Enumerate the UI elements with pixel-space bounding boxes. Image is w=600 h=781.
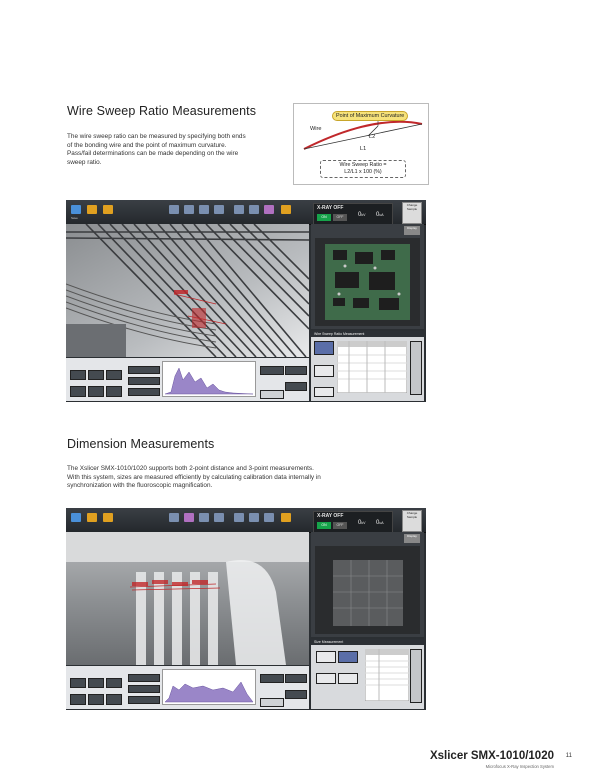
- window-level-control[interactable]: [128, 674, 160, 682]
- tilt-control[interactable]: [106, 370, 122, 380]
- xray-panel: [313, 511, 393, 533]
- toolbar: [66, 200, 426, 225]
- l2-label: L2: [369, 134, 376, 140]
- window-level-control[interactable]: [128, 366, 160, 374]
- tool-label: Save: [71, 216, 78, 220]
- wire-sweep-diagram: [293, 103, 429, 185]
- area-ratio-icon[interactable]: [249, 205, 259, 214]
- brightness-control[interactable]: [106, 386, 122, 397]
- save-icon[interactable]: [71, 205, 81, 214]
- control-panel: [66, 666, 309, 709]
- ua-readout: [376, 520, 384, 526]
- rotation-control[interactable]: [285, 674, 307, 683]
- kv-readout: [358, 212, 365, 218]
- toolbar: [66, 508, 426, 533]
- kv-value: 0: [358, 212, 362, 218]
- grid-icon[interactable]: [234, 205, 244, 214]
- ua-readout: [376, 212, 384, 218]
- screenshot-icon[interactable]: [87, 205, 97, 214]
- section1-body: [67, 133, 287, 167]
- sample-view-panel: [311, 224, 424, 329]
- three-point-button[interactable]: [338, 651, 358, 663]
- thumbnails-icon[interactable]: [103, 205, 113, 214]
- ua-value: 0: [376, 212, 380, 218]
- kv-unit: kV: [361, 213, 366, 217]
- section2-line: The Xslicer SMX-1010/1020 supports both 2-point distance and 3-point measurements.: [67, 465, 314, 472]
- gain-control[interactable]: [88, 678, 104, 688]
- section1-title: Wire Sweep Ratio Measurements: [67, 104, 257, 118]
- display-button[interactable]: Display: [404, 226, 420, 235]
- histogram-graph: [163, 362, 255, 396]
- pcb-photo[interactable]: [315, 238, 420, 326]
- ratio-line: L2/L1 x 100 (%): [344, 169, 382, 175]
- table-scrollbar[interactable]: [410, 649, 422, 703]
- filter-control[interactable]: [70, 370, 86, 380]
- section1-line: The wire sweep ratio can be measured by specifying both ends: [67, 133, 246, 140]
- radius-icon[interactable]: [214, 513, 224, 522]
- wire-sweep-icon[interactable]: [264, 513, 274, 522]
- ua-value: 0: [376, 520, 380, 526]
- height-control[interactable]: [285, 690, 307, 699]
- delete-button[interactable]: [314, 365, 334, 377]
- product-title: Xslicer SMX-1010/1020: [429, 750, 554, 762]
- dimension-screenshot: [66, 508, 426, 710]
- save-icon[interactable]: [71, 513, 81, 522]
- section2-line: With this system, sizes are measured efficiently by calculating calibration data internally in: [67, 473, 321, 481]
- rotation-control[interactable]: [285, 366, 307, 375]
- kv-readout: [358, 520, 365, 526]
- results-table: [337, 341, 407, 393]
- gain-control[interactable]: [88, 370, 104, 380]
- change-sample-button[interactable]: Change Sample: [402, 202, 422, 224]
- xray-on-button[interactable]: ON: [317, 522, 331, 529]
- grid-icon[interactable]: [234, 513, 244, 522]
- frame-avg-control[interactable]: [260, 674, 284, 683]
- kv-unit: kV: [361, 521, 366, 525]
- screenshot-icon[interactable]: [87, 513, 97, 522]
- delete-all-button[interactable]: [338, 673, 358, 684]
- section1-line: of the bonding wire and the point of maximum curvature.: [67, 141, 227, 149]
- table-scrollbar[interactable]: [410, 341, 422, 395]
- sample-photo[interactable]: [315, 546, 420, 634]
- zoom-control[interactable]: [70, 694, 86, 705]
- pmc-badge: Point of Maximum Curvature: [332, 111, 408, 121]
- area-ratio-icon[interactable]: [249, 513, 259, 522]
- size-icon[interactable]: [184, 205, 194, 214]
- measure-button[interactable]: [314, 341, 334, 355]
- section1-line: sweep ratio.: [67, 158, 102, 166]
- wire-sweep-screenshot: [66, 200, 426, 402]
- xray-wire-image[interactable]: [66, 224, 309, 357]
- height-control[interactable]: [285, 382, 307, 391]
- page-number: 11: [565, 753, 572, 759]
- wire-sweep-icon[interactable]: [264, 205, 274, 214]
- window-width-control[interactable]: [128, 685, 160, 693]
- product-subtitle: Microfocus X-Ray Inspection System: [485, 764, 554, 769]
- ratio-formula-box: [320, 160, 406, 178]
- display-button[interactable]: Display: [404, 534, 420, 543]
- gamma-control[interactable]: [128, 388, 160, 396]
- delete-button[interactable]: [316, 673, 336, 684]
- histogram[interactable]: [162, 361, 256, 397]
- xray-status: X-RAY OFF: [317, 205, 344, 211]
- size-icon[interactable]: [184, 513, 194, 522]
- sample-view-panel: [311, 532, 424, 637]
- gamma-control[interactable]: [128, 696, 160, 704]
- ratio-line: Wire Sweep Ratio =: [339, 162, 387, 168]
- control-panel: [66, 358, 309, 401]
- change-sample-button[interactable]: Change Sample: [402, 510, 422, 532]
- histogram-graph: [163, 670, 255, 704]
- two-point-button[interactable]: [316, 651, 336, 663]
- xray-status: X-RAY OFF: [317, 513, 344, 519]
- radius-icon[interactable]: [214, 205, 224, 214]
- tilt-control[interactable]: [106, 678, 122, 688]
- xray-on-button[interactable]: ON: [317, 214, 331, 221]
- measurement-panel: [311, 639, 424, 709]
- measurement-panel-header: Size Measurement: [311, 639, 424, 645]
- angle-icon[interactable]: [169, 513, 179, 522]
- distance-icon[interactable]: [281, 205, 291, 214]
- length-icon[interactable]: [199, 513, 209, 522]
- histogram[interactable]: [162, 669, 256, 705]
- section2-title: Dimension Measurements: [67, 437, 215, 451]
- section1-line: Pass/fail determinations can be made depending on the wire: [67, 150, 239, 158]
- ua-unit: uA: [379, 521, 384, 525]
- measurement-panel: [311, 331, 424, 401]
- frame-avg-control[interactable]: [260, 366, 284, 375]
- xray-off-button[interactable]: OFF: [333, 522, 347, 529]
- angle-icon[interactable]: [169, 205, 179, 214]
- results-table: [365, 649, 409, 701]
- delete-all-button[interactable]: [314, 387, 334, 397]
- wire-label: Wire: [310, 126, 322, 132]
- auto-adjust-button[interactable]: [260, 698, 284, 707]
- l1-label: L1: [360, 146, 367, 152]
- contrast-control[interactable]: [88, 694, 104, 705]
- ua-unit: uA: [379, 213, 384, 217]
- auto-adjust-button[interactable]: [260, 390, 284, 399]
- section2-line: synchronization with the fluoroscopic magnification.: [67, 482, 213, 490]
- brightness-control[interactable]: [106, 694, 122, 705]
- xray-off-button[interactable]: OFF: [333, 214, 347, 221]
- distance-icon[interactable]: [281, 513, 291, 522]
- section2-body: [67, 465, 427, 491]
- xray-dimension-image[interactable]: [66, 532, 309, 665]
- measurement-panel-header: Wire Sweep Ratio Measurement: [311, 331, 424, 337]
- kv-value: 0: [358, 520, 362, 526]
- contrast-control[interactable]: [88, 386, 104, 397]
- window-width-control[interactable]: [128, 377, 160, 385]
- xray-panel: [313, 203, 393, 225]
- thumbnails-icon[interactable]: [103, 513, 113, 522]
- length-icon[interactable]: [199, 205, 209, 214]
- filter-control[interactable]: [70, 678, 86, 688]
- zoom-control[interactable]: [70, 386, 86, 397]
